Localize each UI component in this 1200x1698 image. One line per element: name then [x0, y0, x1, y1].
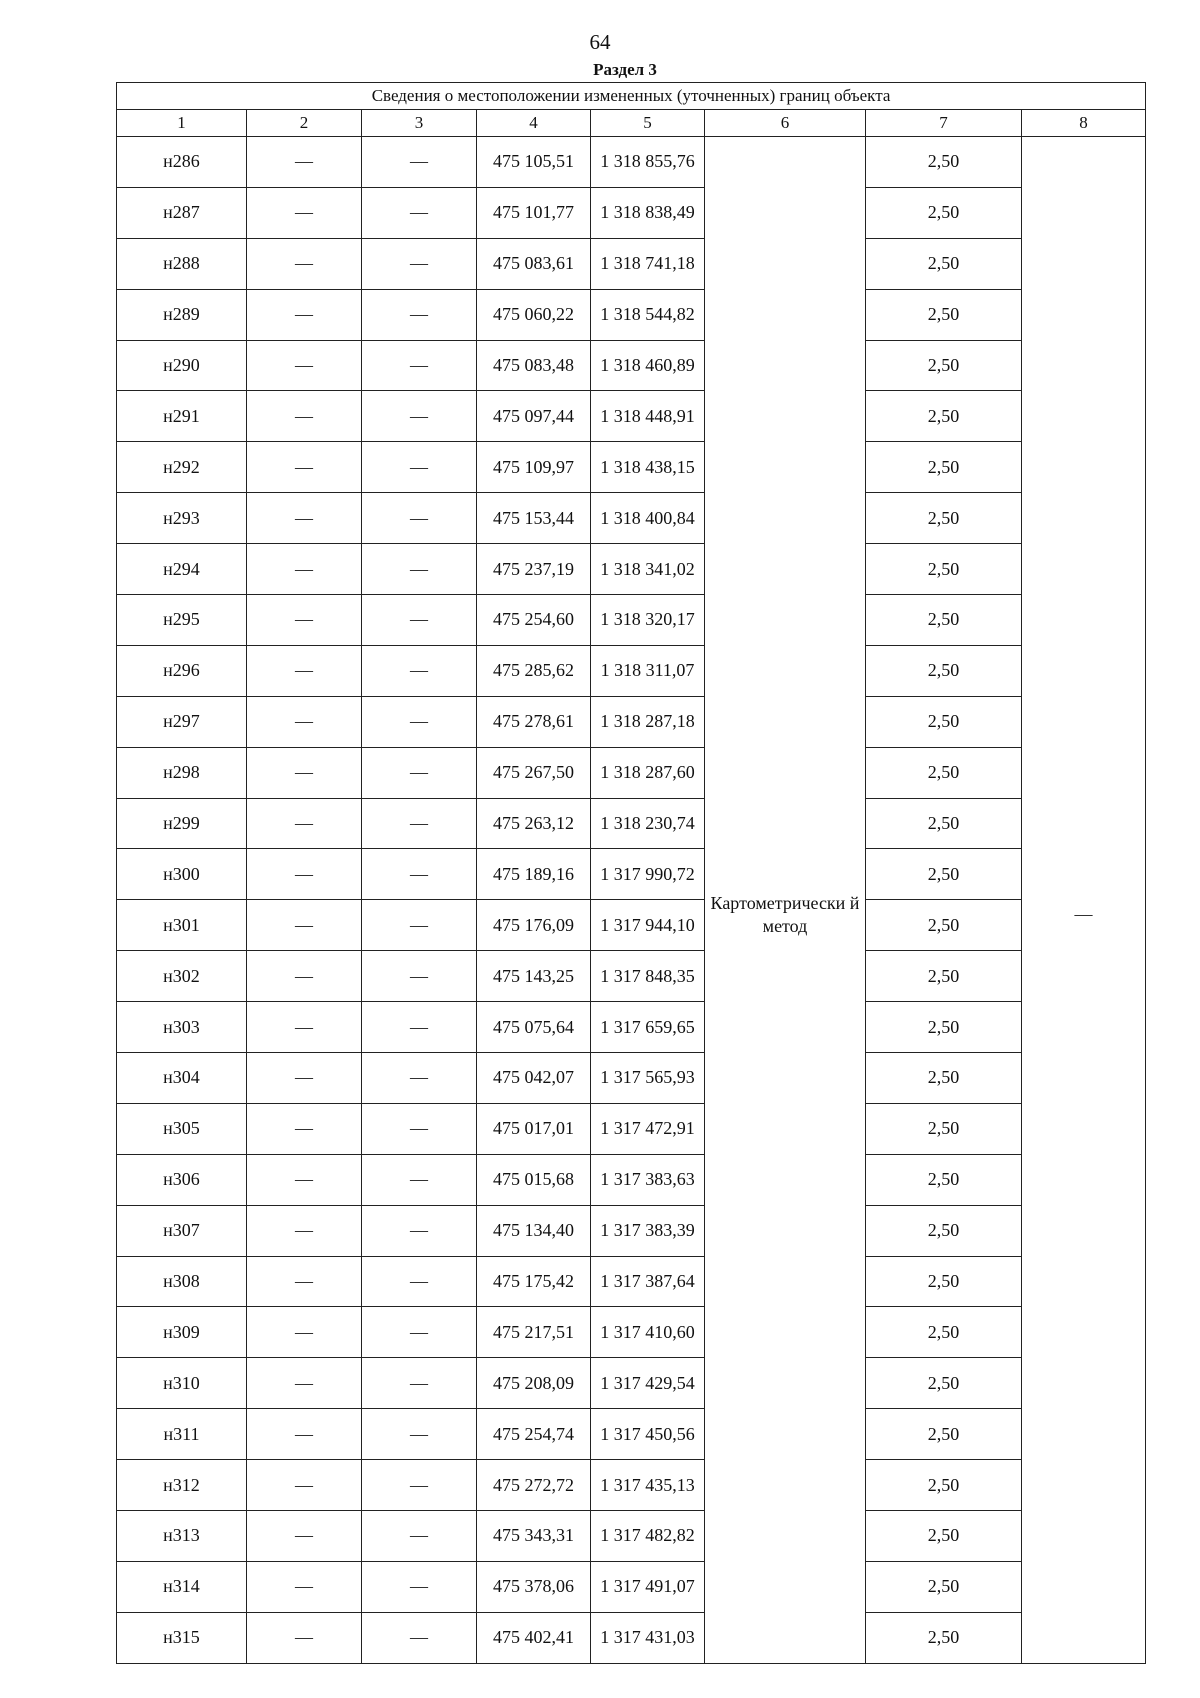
- y-coordinate-cell: 1 318 287,60: [591, 747, 705, 798]
- y-coordinate-cell: 1 317 410,60: [591, 1307, 705, 1358]
- point-number-cell: н291: [117, 391, 247, 442]
- x-coordinate-cell: 475 378,06: [477, 1561, 591, 1612]
- column-2-cell: —: [247, 849, 362, 900]
- accuracy-cell: 2,50: [866, 391, 1022, 442]
- y-coordinate-cell: 1 317 565,93: [591, 1053, 705, 1104]
- x-coordinate-cell: 475 285,62: [477, 645, 591, 696]
- column-header: 3: [362, 110, 477, 137]
- x-coordinate-cell: 475 343,31: [477, 1511, 591, 1562]
- y-coordinate-cell: 1 317 435,13: [591, 1460, 705, 1511]
- column-3-cell: —: [362, 1409, 477, 1460]
- x-coordinate-cell: 475 060,22: [477, 289, 591, 340]
- column-2-cell: —: [247, 442, 362, 493]
- column-2-cell: —: [247, 238, 362, 289]
- x-coordinate-cell: 475 101,77: [477, 187, 591, 238]
- column-3-cell: —: [362, 544, 477, 595]
- point-number-cell: н312: [117, 1460, 247, 1511]
- y-coordinate-cell: 1 317 944,10: [591, 900, 705, 951]
- accuracy-cell: 2,50: [866, 696, 1022, 747]
- column-3-cell: —: [362, 951, 477, 1002]
- column-header: 2: [247, 110, 362, 137]
- accuracy-cell: 2,50: [866, 747, 1022, 798]
- column-2-cell: —: [247, 1307, 362, 1358]
- column-3-cell: —: [362, 849, 477, 900]
- column-3-cell: —: [362, 1103, 477, 1154]
- point-number-cell: н310: [117, 1358, 247, 1409]
- y-coordinate-cell: 1 318 544,82: [591, 289, 705, 340]
- table-row: [117, 1460, 1146, 1511]
- x-coordinate-cell: 475 109,97: [477, 442, 591, 493]
- accuracy-cell: 2,50: [866, 1511, 1022, 1562]
- table-row: [117, 900, 1146, 951]
- table-row: [117, 1307, 1146, 1358]
- column-3-cell: —: [362, 493, 477, 544]
- column-3-cell: —: [362, 1154, 477, 1205]
- accuracy-cell: 2,50: [866, 1103, 1022, 1154]
- y-coordinate-cell: 1 318 438,15: [591, 442, 705, 493]
- accuracy-cell: 2,50: [866, 1256, 1022, 1307]
- point-number-cell: н302: [117, 951, 247, 1002]
- column-3-cell: —: [362, 595, 477, 646]
- column-3-cell: —: [362, 1002, 477, 1053]
- table-row: [117, 696, 1146, 747]
- point-number-cell: н297: [117, 696, 247, 747]
- y-coordinate-cell: 1 317 848,35: [591, 951, 705, 1002]
- column-3-cell: —: [362, 1358, 477, 1409]
- table-row: [117, 1002, 1146, 1053]
- y-coordinate-cell: 1 318 741,18: [591, 238, 705, 289]
- point-number-cell: н290: [117, 340, 247, 391]
- y-coordinate-cell: 1 318 320,17: [591, 595, 705, 646]
- y-coordinate-cell: 1 318 400,84: [591, 493, 705, 544]
- column-2-cell: —: [247, 1561, 362, 1612]
- point-number-cell: н299: [117, 798, 247, 849]
- table-row: [117, 340, 1146, 391]
- y-coordinate-cell: 1 317 383,63: [591, 1154, 705, 1205]
- x-coordinate-cell: 475 272,72: [477, 1460, 591, 1511]
- y-coordinate-cell: 1 317 472,91: [591, 1103, 705, 1154]
- accuracy-cell: 2,50: [866, 1460, 1022, 1511]
- point-number-cell: н294: [117, 544, 247, 595]
- accuracy-cell: 2,50: [866, 595, 1022, 646]
- point-number-cell: н315: [117, 1612, 247, 1663]
- x-coordinate-cell: 475 237,19: [477, 544, 591, 595]
- table-row: [117, 1256, 1146, 1307]
- column-2-cell: —: [247, 493, 362, 544]
- table-row: [117, 1205, 1146, 1256]
- page-number: 64: [589, 30, 611, 54]
- x-coordinate-cell: 475 189,16: [477, 849, 591, 900]
- table-row: [117, 544, 1146, 595]
- column-2-cell: —: [247, 1154, 362, 1205]
- y-coordinate-cell: 1 317 387,64: [591, 1256, 705, 1307]
- column-2-cell: —: [247, 1002, 362, 1053]
- table-row: [117, 798, 1146, 849]
- table-row: [117, 1511, 1146, 1562]
- column-3-cell: —: [362, 696, 477, 747]
- column-2-cell: —: [247, 645, 362, 696]
- x-coordinate-cell: 475 254,74: [477, 1409, 591, 1460]
- accuracy-cell: 2,50: [866, 1358, 1022, 1409]
- column-3-cell: —: [362, 1256, 477, 1307]
- table-row: [117, 137, 1146, 188]
- table-row: [117, 645, 1146, 696]
- y-coordinate-cell: 1 317 659,65: [591, 1002, 705, 1053]
- point-number-cell: н293: [117, 493, 247, 544]
- y-coordinate-cell: 1 317 491,07: [591, 1561, 705, 1612]
- table-body: [117, 137, 1146, 1664]
- column-header: 7: [866, 110, 1022, 137]
- column-3-cell: —: [362, 1612, 477, 1663]
- point-number-cell: н298: [117, 747, 247, 798]
- x-coordinate-cell: 475 042,07: [477, 1053, 591, 1104]
- accuracy-cell: 2,50: [866, 849, 1022, 900]
- x-coordinate-cell: 475 217,51: [477, 1307, 591, 1358]
- y-coordinate-cell: 1 318 287,18: [591, 696, 705, 747]
- y-coordinate-cell: 1 317 482,82: [591, 1511, 705, 1562]
- point-number-cell: н306: [117, 1154, 247, 1205]
- column-header: 6: [705, 110, 866, 137]
- point-number-cell: н289: [117, 289, 247, 340]
- point-number-cell: н286: [117, 137, 247, 188]
- column-3-cell: —: [362, 645, 477, 696]
- column-2-cell: —: [247, 137, 362, 188]
- point-number-cell: н292: [117, 442, 247, 493]
- column-2-cell: —: [247, 747, 362, 798]
- y-coordinate-cell: 1 318 341,02: [591, 544, 705, 595]
- accuracy-cell: 2,50: [866, 1205, 1022, 1256]
- column-2-cell: —: [247, 1256, 362, 1307]
- column-header: 4: [477, 110, 591, 137]
- section-title: Раздел 3: [593, 60, 657, 79]
- y-coordinate-cell: 1 317 990,72: [591, 849, 705, 900]
- y-coordinate-cell: 1 317 429,54: [591, 1358, 705, 1409]
- x-coordinate-cell: 475 143,25: [477, 951, 591, 1002]
- x-coordinate-cell: 475 175,42: [477, 1256, 591, 1307]
- point-number-cell: н287: [117, 187, 247, 238]
- x-coordinate-cell: 475 017,01: [477, 1103, 591, 1154]
- method-cell: Картометрически й метод: [705, 137, 866, 1664]
- accuracy-cell: 2,50: [866, 1307, 1022, 1358]
- accuracy-cell: 2,50: [866, 1561, 1022, 1612]
- column-2-cell: —: [247, 1460, 362, 1511]
- column-2-cell: —: [247, 951, 362, 1002]
- table-row: [117, 1154, 1146, 1205]
- accuracy-cell: 2,50: [866, 1053, 1022, 1104]
- x-coordinate-cell: 475 267,50: [477, 747, 591, 798]
- accuracy-cell: 2,50: [866, 1612, 1022, 1663]
- x-coordinate-cell: 475 263,12: [477, 798, 591, 849]
- column-2-cell: —: [247, 1358, 362, 1409]
- y-coordinate-cell: 1 318 838,49: [591, 187, 705, 238]
- accuracy-cell: 2,50: [866, 1002, 1022, 1053]
- table-row: [117, 1053, 1146, 1104]
- table-row: [117, 747, 1146, 798]
- x-coordinate-cell: 475 134,40: [477, 1205, 591, 1256]
- table-row: [117, 391, 1146, 442]
- column-2-cell: —: [247, 544, 362, 595]
- column-2-cell: —: [247, 289, 362, 340]
- point-number-cell: н288: [117, 238, 247, 289]
- x-coordinate-cell: 475 278,61: [477, 696, 591, 747]
- column-3-cell: —: [362, 391, 477, 442]
- x-coordinate-cell: 475 075,64: [477, 1002, 591, 1053]
- column-2-cell: —: [247, 595, 362, 646]
- column-3-cell: —: [362, 137, 477, 188]
- accuracy-cell: 2,50: [866, 340, 1022, 391]
- x-coordinate-cell: 475 015,68: [477, 1154, 591, 1205]
- accuracy-cell: 2,50: [866, 493, 1022, 544]
- column-2-cell: —: [247, 391, 362, 442]
- table-caption: Сведения о местоположении измененных (уточненных) границ объекта: [117, 83, 1146, 110]
- column-2-cell: —: [247, 1205, 362, 1256]
- y-coordinate-cell: 1 318 230,74: [591, 798, 705, 849]
- accuracy-cell: 2,50: [866, 137, 1022, 188]
- column-2-cell: —: [247, 1103, 362, 1154]
- point-number-cell: н309: [117, 1307, 247, 1358]
- column-3-cell: —: [362, 1561, 477, 1612]
- table-row: [117, 1561, 1146, 1612]
- accuracy-cell: 2,50: [866, 1154, 1022, 1205]
- column-2-cell: —: [247, 696, 362, 747]
- point-number-cell: н300: [117, 849, 247, 900]
- point-number-cell: н303: [117, 1002, 247, 1053]
- column-2-cell: —: [247, 1511, 362, 1562]
- table-row: [117, 289, 1146, 340]
- table-row: [117, 1358, 1146, 1409]
- column-2-cell: —: [247, 1612, 362, 1663]
- point-number-cell: н295: [117, 595, 247, 646]
- accuracy-cell: 2,50: [866, 442, 1022, 493]
- table-row: [117, 951, 1146, 1002]
- x-coordinate-cell: 475 176,09: [477, 900, 591, 951]
- x-coordinate-cell: 475 083,48: [477, 340, 591, 391]
- table-row: [117, 442, 1146, 493]
- column-3-cell: —: [362, 187, 477, 238]
- column-3-cell: —: [362, 798, 477, 849]
- accuracy-cell: 2,50: [866, 289, 1022, 340]
- accuracy-cell: 2,50: [866, 544, 1022, 595]
- y-coordinate-cell: 1 318 460,89: [591, 340, 705, 391]
- point-number-cell: н314: [117, 1561, 247, 1612]
- column-header: 1: [117, 110, 247, 137]
- point-number-cell: н296: [117, 645, 247, 696]
- table-row: [117, 595, 1146, 646]
- column-3-cell: —: [362, 340, 477, 391]
- accuracy-cell: 2,50: [866, 645, 1022, 696]
- column-3-cell: —: [362, 1307, 477, 1358]
- column-2-cell: —: [247, 1053, 362, 1104]
- point-number-cell: н311: [117, 1409, 247, 1460]
- column-header: 8: [1022, 110, 1146, 137]
- column-3-cell: —: [362, 1205, 477, 1256]
- y-coordinate-cell: 1 317 450,56: [591, 1409, 705, 1460]
- column-2-cell: —: [247, 187, 362, 238]
- x-coordinate-cell: 475 254,60: [477, 595, 591, 646]
- y-coordinate-cell: 1 318 448,91: [591, 391, 705, 442]
- y-coordinate-cell: 1 317 383,39: [591, 1205, 705, 1256]
- column-3-cell: —: [362, 442, 477, 493]
- x-coordinate-cell: 475 097,44: [477, 391, 591, 442]
- point-number-cell: н313: [117, 1511, 247, 1562]
- table-row: [117, 493, 1146, 544]
- table-caption-row: [117, 83, 1146, 110]
- table-row: [117, 849, 1146, 900]
- accuracy-cell: 2,50: [866, 187, 1022, 238]
- column-2-cell: —: [247, 340, 362, 391]
- boundary-coordinates-table: [116, 82, 1146, 1664]
- accuracy-cell: 2,50: [866, 238, 1022, 289]
- table-row: [117, 1409, 1146, 1460]
- y-coordinate-cell: 1 317 431,03: [591, 1612, 705, 1663]
- column-3-cell: —: [362, 289, 477, 340]
- column-3-cell: —: [362, 1460, 477, 1511]
- table-row: [117, 1612, 1146, 1663]
- column-8-cell: —: [1022, 137, 1146, 1664]
- accuracy-cell: 2,50: [866, 798, 1022, 849]
- column-3-cell: —: [362, 238, 477, 289]
- accuracy-cell: 2,50: [866, 900, 1022, 951]
- point-number-cell: н304: [117, 1053, 247, 1104]
- column-3-cell: —: [362, 1511, 477, 1562]
- accuracy-cell: 2,50: [866, 951, 1022, 1002]
- x-coordinate-cell: 475 208,09: [477, 1358, 591, 1409]
- y-coordinate-cell: 1 318 855,76: [591, 137, 705, 188]
- y-coordinate-cell: 1 318 311,07: [591, 645, 705, 696]
- point-number-cell: н301: [117, 900, 247, 951]
- point-number-cell: н305: [117, 1103, 247, 1154]
- column-3-cell: —: [362, 900, 477, 951]
- point-number-cell: н308: [117, 1256, 247, 1307]
- table-row: [117, 238, 1146, 289]
- column-3-cell: —: [362, 747, 477, 798]
- column-2-cell: —: [247, 1409, 362, 1460]
- point-number-cell: н307: [117, 1205, 247, 1256]
- table-header-row: [117, 110, 1146, 137]
- column-2-cell: —: [247, 798, 362, 849]
- table-row: [117, 187, 1146, 238]
- column-2-cell: —: [247, 900, 362, 951]
- x-coordinate-cell: 475 153,44: [477, 493, 591, 544]
- column-header: 5: [591, 110, 705, 137]
- x-coordinate-cell: 475 083,61: [477, 238, 591, 289]
- accuracy-cell: 2,50: [866, 1409, 1022, 1460]
- column-3-cell: —: [362, 1053, 477, 1104]
- x-coordinate-cell: 475 402,41: [477, 1612, 591, 1663]
- x-coordinate-cell: 475 105,51: [477, 137, 591, 188]
- table-row: [117, 1103, 1146, 1154]
